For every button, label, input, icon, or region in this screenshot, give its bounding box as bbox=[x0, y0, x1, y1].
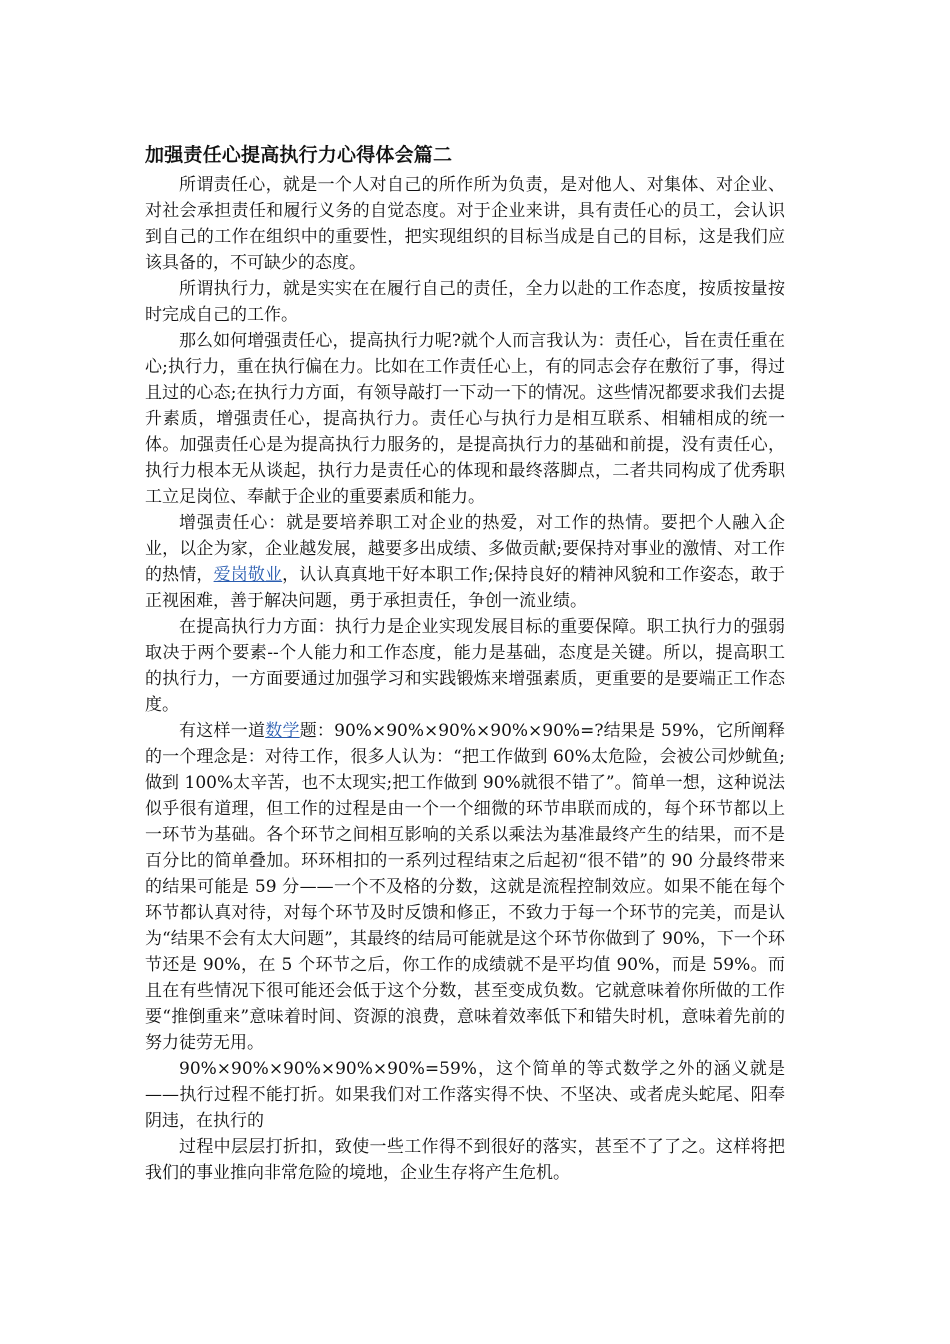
document-title: 加强责任心提高执行力心得体会篇二 bbox=[145, 144, 453, 166]
paragraph-text: 题：90%×90%×90%×90%×90%=?结果是 59%，它所阐释的一个理念是：对待工作，很多人认为：“把工作做到 60%太危险，会被公司炒鱿鱼;做到 100%太辛苦，也不太现实;把工作做到 90%就很不错了”。简单一想，这种说法似乎很有道理，但工作的过程是由一个一个细微的环节串联而成的，每个环节都以上一环节为基础。各个环节之间相互影响的关系以乘法为基准最终产生的结果，而不是百分比的简单叠加。环环相扣的一系列过程结束之后起初“很不错”的 90 分最终带来的结果可能是 59 分——一个不及格的分数，这就是流程控制效应。如果不能在每个环节都认真对待，对每个环节及时反馈和修正，不致力于每一个环节的完美，而是认为“结果不会有太大问题”，其最终的结局可能就是这个环节你做到了 90%，下一个环节还是 90%，在 5 个环节之后，你工作的成绩就不是平均值 90%，而是 59%。而且在有些情况下很可能还会低于这个分数，甚至变成负数。它就意味着你所做的工作要“推倒重来”意味着时间、资源的浪费，意味着效率低下和错失时机，意味着先前的努力徒劳无用。 bbox=[145, 721, 786, 1053]
inline-link[interactable]: 数学 bbox=[265, 721, 300, 741]
paragraph-6 bbox=[145, 718, 785, 1056]
document-page bbox=[145, 140, 785, 1186]
paragraph-text: 过程中层层打折扣，致使一些工作得不到很好的落实，甚至不了了之。这样将把我们的事业推向非常危险的境地，企业生存将产生危机。 bbox=[145, 1137, 785, 1183]
paragraph-8 bbox=[145, 1134, 785, 1186]
inline-link[interactable]: 爱岗敬业 bbox=[213, 565, 283, 585]
paragraph-2 bbox=[145, 276, 785, 328]
paragraph-text: 所谓执行力，就是实实在在履行自己的责任，全力以赴的工作态度，按质按量按时完成自己的工作。 bbox=[145, 279, 785, 325]
paragraph-1 bbox=[145, 172, 785, 276]
paragraph-text: 有这样一道 bbox=[179, 721, 266, 741]
paragraph-text: 所谓责任心，就是一个人对自己的所作所为负责，是对他人、对集体、对企业、对社会承担责任和履行义务的自觉态度。对于企业来讲，具有责任心的员工，会认识到自己的工作在组织中的重要性，把实现组织的目标当成是自己的目标，这是我们应该具备的，不可缺少的态度。 bbox=[145, 175, 785, 273]
paragraph-7 bbox=[145, 1056, 785, 1134]
paragraph-text: 增强责任心：就是要培养职工对企业的热爱，对工作的热情。要把个人融入企业，以企为家，企业越发展，越要多出成绩、多做贡献;要保持对事业的激情、对工作的热情， bbox=[145, 513, 785, 585]
document-body bbox=[145, 172, 785, 1186]
paragraph-text: 在提高执行力方面：执行力是企业实现发展目标的重要保障。职工执行力的强弱取决于两个要素--个人能力和工作态度，能力是基础，态度是关键。所以，提高职工的执行力，一方面要通过加强学习和实践锻炼来增强素质，更重要的是要端正工作态度。 bbox=[145, 617, 785, 715]
paragraph-text: 那么如何增强责任心，提高执行力呢?就个人而言我认为：责任心，旨在责任重在心;执行力，重在执行偏在力。比如在工作责任心上，有的同志会存在敷衍了事，得过且过的心态;在执行力方面，有领导敲打一下动一下的情况。这些情况都要求我们去提升素质，增强责任心，提高执行力。责任心与执行力是相互联系、相辅相成的统一体。加强责任心是为提高执行力服务的，是提高执行力的基础和前提，没有责任心，执行力根本无从谈起，执行力是责任心的体现和最终落脚点，二者共同构成了优秀职工立足岗位、奉献于企业的重要素质和能力。 bbox=[145, 331, 785, 507]
paragraph-text: ，认认真真地干好本职工作;保持良好的精神风貌和工作姿态，敢于正视困难，善于解决问题，勇于承担责任，争创一流业绩。 bbox=[145, 565, 786, 611]
paragraph-4 bbox=[145, 510, 785, 614]
paragraph-text: 90%×90%×90%×90%×90%=59%，这个简单的等式数学之外的涵义就是——执行过程不能打折。如果我们对工作落实得不快、不坚决、或者虎头蛇尾、阳奉阴违，在执行的 bbox=[145, 1059, 785, 1131]
paragraph-3 bbox=[145, 328, 785, 510]
paragraph-5 bbox=[145, 614, 785, 718]
